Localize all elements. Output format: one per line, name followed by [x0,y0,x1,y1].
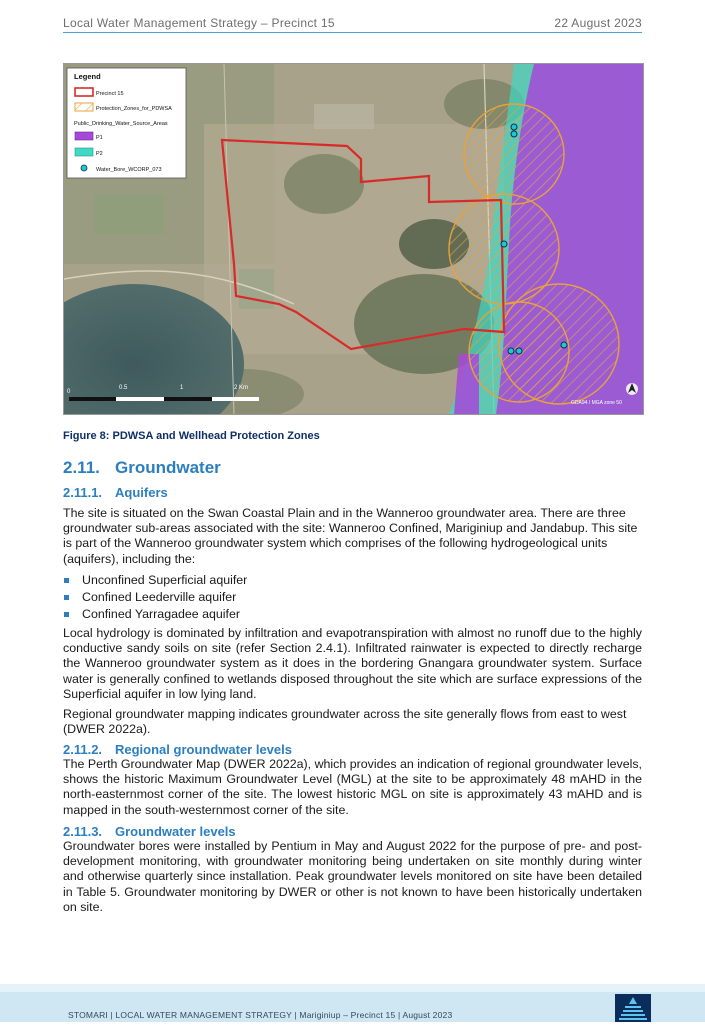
legend-pdwsa: Public_Drinking_Water_Source_Areas [74,121,168,127]
regional-heading [63,742,292,757]
aquifers-para-2: Local hydrology is dominated by infiltration and evapotranspiration with almost no runoff due to the highly conductive sandy soils on site (refer Section 2.4.1). Infiltrated rainwater is expected to directly recharge the Wanneroo groundwater system as it does in the bordering Gnangara groundwater system. Surface water is generally confined to wetlands disposed throughout the site which are surface expressions of the Superficial aquifer in low lying land. [63,626,642,701]
section-number: 2.11. [63,458,100,477]
levels-number: 2.11.3. [63,824,103,839]
regional-number: 2.11.2. [63,742,103,757]
legend-precinct: Precinct 15 [96,91,124,97]
scale-0: 0 [67,389,71,395]
list-item: Unconfined Superficial aquifer [63,572,642,589]
pdwsa-map [63,63,644,415]
levels-heading [63,824,236,839]
scale-05: 0.5 [119,385,128,391]
regional-title: Regional groundwater levels [115,742,292,757]
aquifers-title: Aquifers [115,485,168,500]
page-header [63,14,642,33]
aquifers-para-3: Regional groundwater mapping indicates groundwater across the site generally flows from east to west (DWER 2022a). [63,707,627,737]
legend-title: Legend [74,72,101,81]
projection-label: GDA94 / MGA zone 50 [571,400,622,406]
legend-p2: P2 [96,151,103,157]
footer-text: STOMARI | LOCAL WATER MANAGEMENT STRATEGY | Mariginiup – Precinct 15 | August 2023 [68,1010,453,1020]
stomari-logo [615,994,651,1022]
regional-para: The Perth Groundwater Map (DWER 2022a), which provides an indication of regional groundwater levels, shows the historic Maximum Groundwater Level (MGL) at the site to be approximately 48 mAHD in the north-easternmost corner of the site. The lowest historic MGL on site is approximately 43 mAHD and is mapped in the south-westernmost corner of the site. [63,757,642,817]
levels-para: Groundwater bores were installed by Pentium in May and August 2022 for the purpose of pre- and post-development monitoring, with groundwater monitoring being undertaken on site monthly during winter and otherwise quarterly since installation. Peak groundwater levels monitored on site have been detailed in Table 5. Groundwater monitoring by DWER or other is not known to have been historically undertaken on site. [63,839,642,914]
header-date: 22 August 2023 [554,16,642,30]
aquifers-number: 2.11.1. [63,485,103,500]
legend-p1: P1 [96,135,103,141]
list-item: Confined Yarragadee aquifer [63,606,642,623]
levels-title: Groundwater levels [115,824,236,839]
scale-2km: 2 Km [234,385,249,391]
section-title: Groundwater [115,458,221,477]
aquifer-list [63,572,642,623]
aquifers-heading [63,485,168,500]
section-heading [63,458,221,478]
figure-caption: Figure 8: PDWSA and Wellhead Protection Zones [63,430,320,442]
scale-1: 1 [180,385,184,391]
header-title: Local Water Management Strategy – Precinct 15 [63,16,335,30]
legend-protection: Protection_Zones_for_PDWSA [96,106,172,112]
list-item: Confined Leederville aquifer [63,589,642,606]
legend-bore: Water_Bore_WCORP_073 [96,167,162,173]
aquifers-para-1: The site is situated on the Swan Coastal Plain and in the Wanneroo groundwater area. There are three groundwater sub-areas associated with the site: Wanneroo Confined, Mariginiup and Jandabup. This site is part of the Wanneroo groundwater system which comprises of the following hydrogeological units (aquifers), including the: [63,506,638,566]
